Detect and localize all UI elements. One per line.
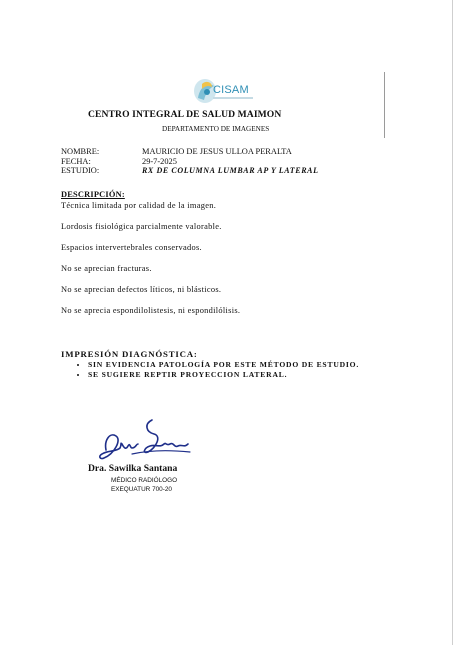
name-row — [61, 147, 319, 157]
handwritten-signature-icon — [92, 414, 192, 466]
description-line: No se aprecia espondilolistesis, ni espondilólisis. — [61, 306, 241, 316]
description-line: Técnica limitada por calidad de la imagen. — [61, 201, 217, 210]
study-value: RX DE COLUMNA LUMBAR AP Y LATERAL — [142, 166, 319, 176]
signature-exequatur: EXEQUATUR 700-20 — [111, 486, 172, 494]
logo-text: CISAM — [213, 84, 249, 96]
patient-info — [61, 147, 319, 176]
logo-subline — [213, 97, 253, 99]
impression-item: • SE SUGIERE REPTIR PROYECCION LATERAL. — [88, 370, 359, 380]
date-label: FECHA: — [61, 156, 91, 166]
department-name: DEPARTAMENTO DE IMAGENES — [162, 125, 270, 133]
impression-item: • SIN EVIDENCIA PATOLOGÍA POR ESTE MÉTODO DE ESTUDIO. — [88, 360, 359, 370]
organization-title: CENTRO INTEGRAL DE SALUD MAIMON — [88, 109, 282, 120]
impression-list — [61, 360, 359, 381]
signature-role: MÉDICO RADIÓLOGO — [111, 477, 178, 484]
vertical-rule — [384, 72, 385, 138]
description-heading: DESCRIPCIÓN: — [61, 190, 125, 199]
name-label: NOMBRE: — [61, 147, 100, 156]
study-label: ESTUDIO: — [61, 166, 100, 176]
name-value: MAURICIO DE JESUS ULLOA PERALTA — [142, 147, 292, 156]
description-line: No se aprecian fracturas. — [61, 264, 152, 274]
impression-heading: IMPRESIÓN DIAGNÓSTICA: — [61, 349, 198, 359]
description-line: Lordosis fisiológica parcialmente valorable. — [61, 222, 222, 232]
study-row — [61, 166, 319, 176]
description-line: Espacios intervertebrales conservados. — [61, 243, 202, 253]
signature-name: Dra. Sawilka Santana — [88, 463, 178, 474]
signature-credentials — [111, 476, 177, 494]
description-body — [61, 201, 240, 328]
date-row — [61, 157, 319, 167]
description-line: No se aprecian defectos líticos, ni blásticos. — [61, 285, 222, 295]
date-value: 29-7-2025 — [142, 156, 177, 166]
